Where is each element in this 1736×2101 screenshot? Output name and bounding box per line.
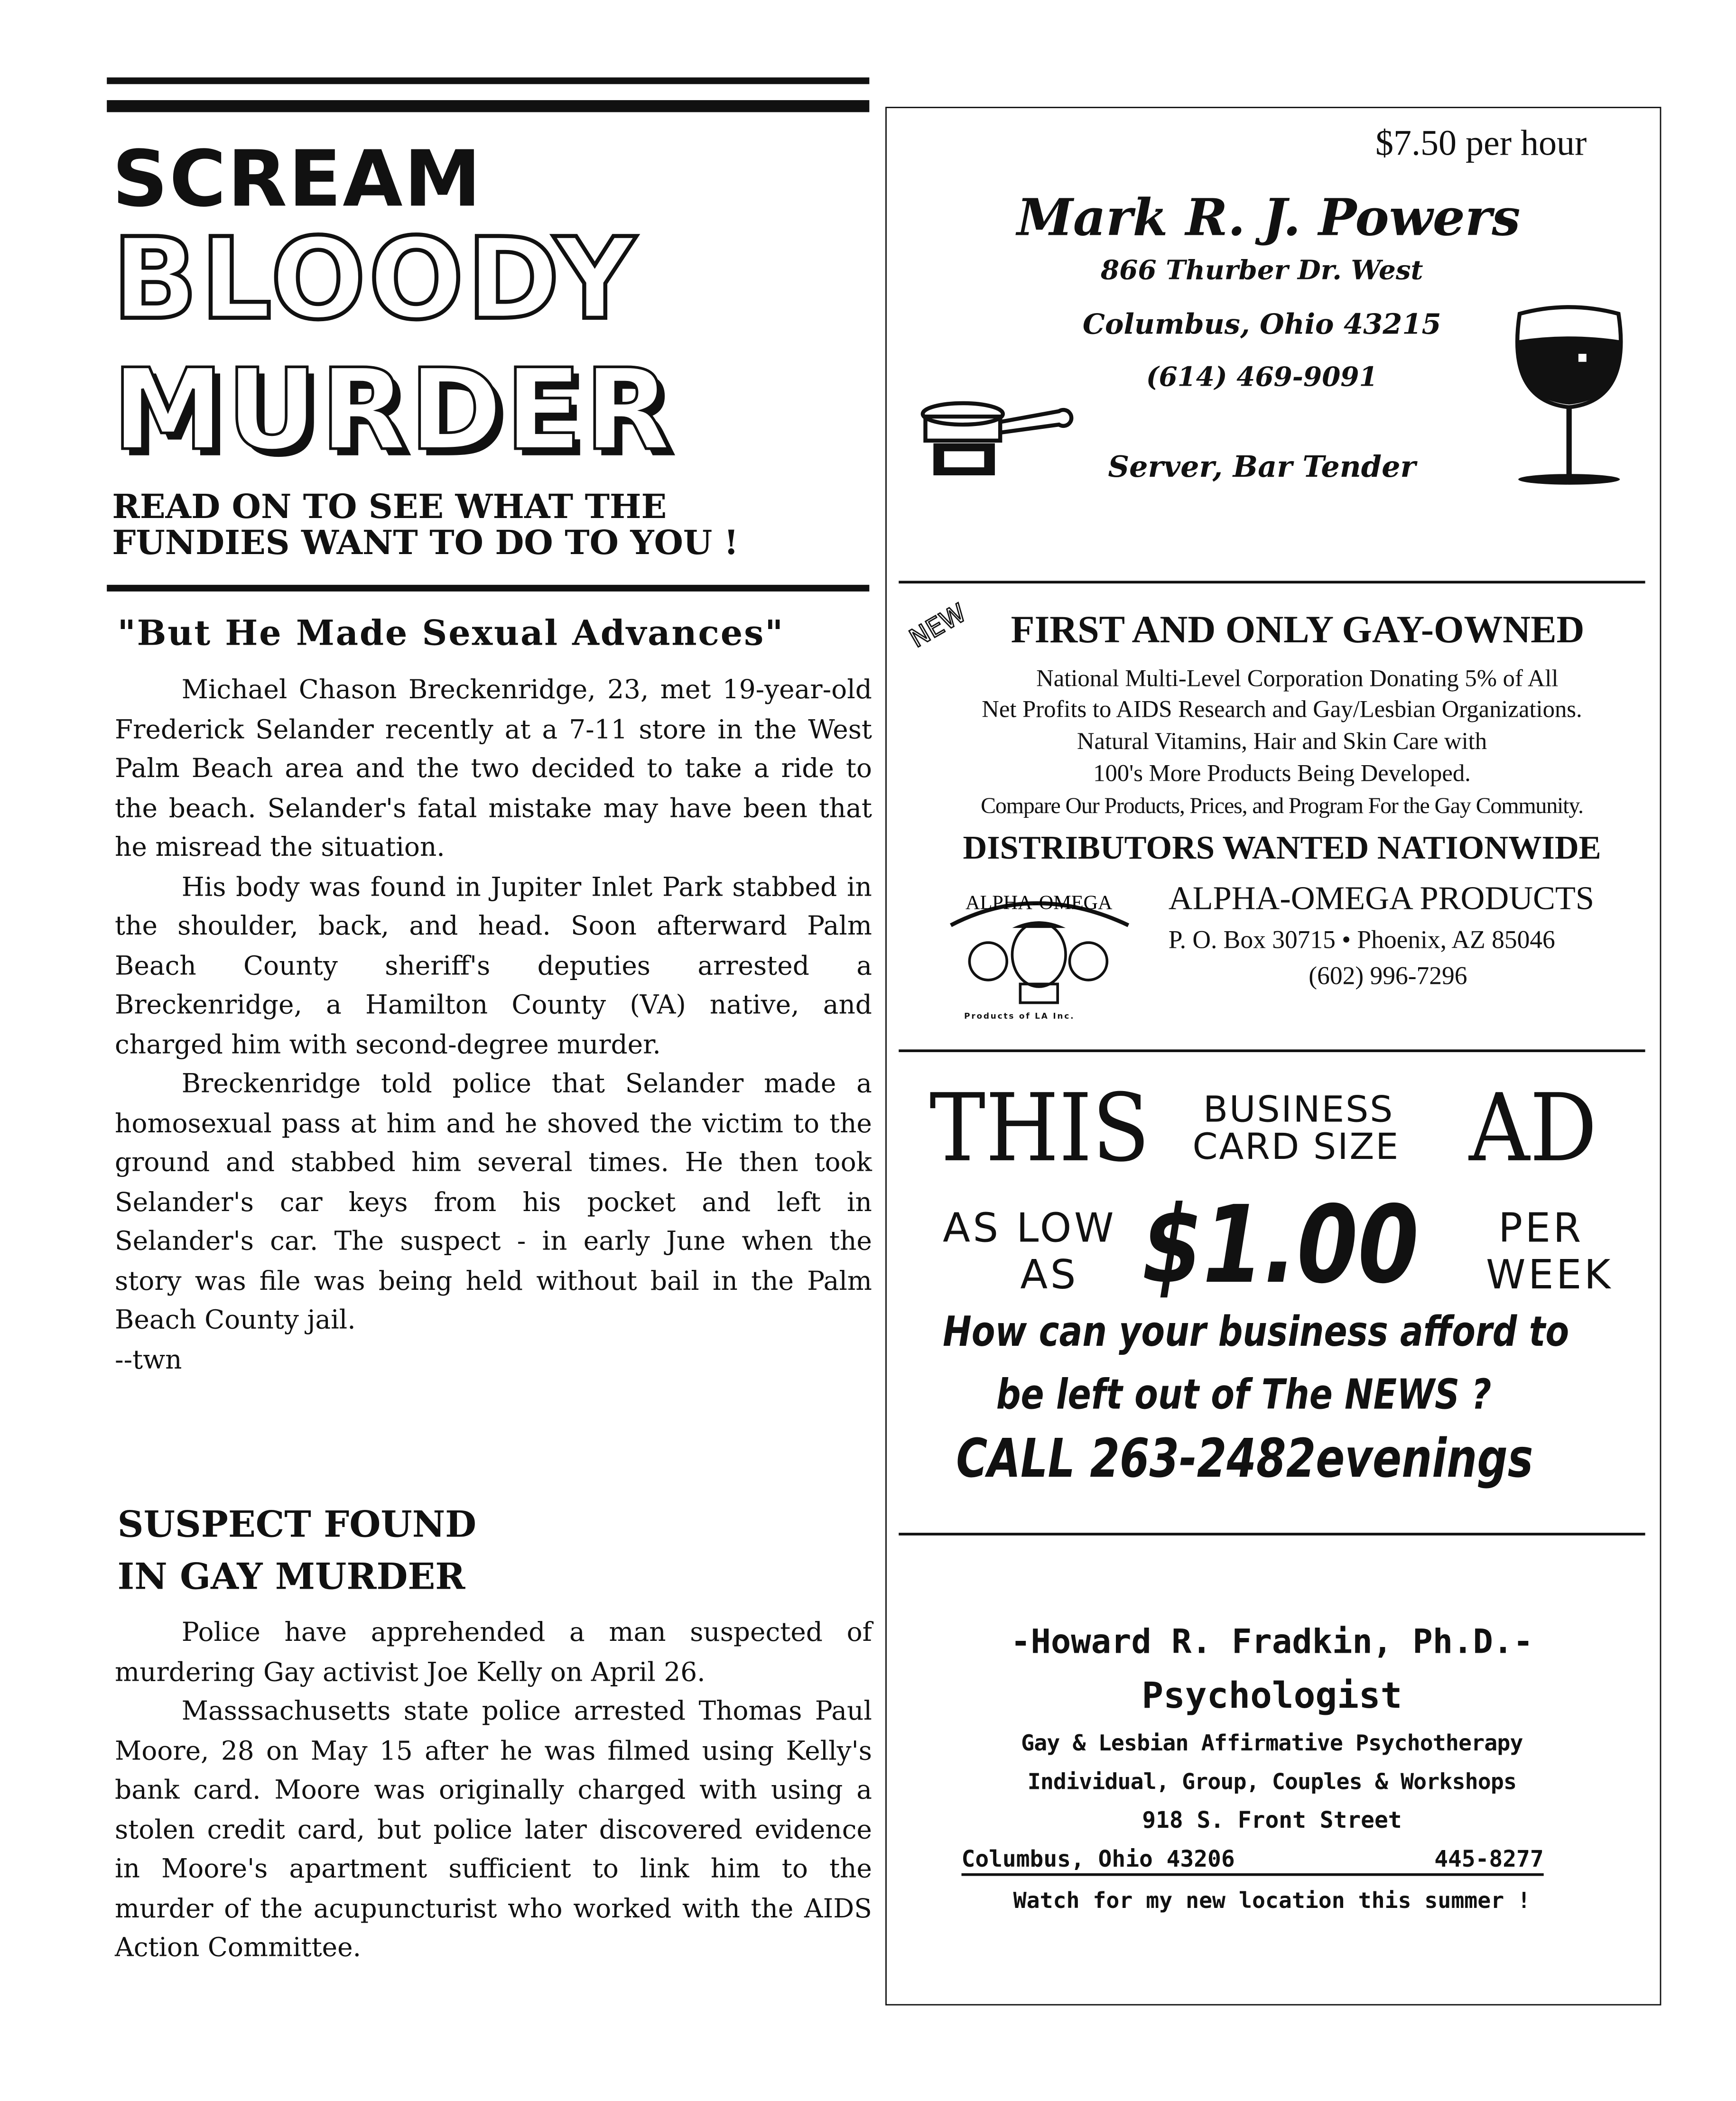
self-ad-size	[1192, 1089, 1400, 1168]
self-ad-card-size: CARD SIZE	[1192, 1127, 1400, 1168]
article2-title	[118, 1499, 476, 1604]
alpha-distributors: DISTRIBUTORS WANTED NATIONWIDE	[963, 830, 1601, 867]
fradkin-city: Columbus, Ohio 43206	[961, 1846, 1235, 1873]
wine-glass-icon	[1509, 300, 1629, 487]
chafing-dish-icon	[912, 387, 1079, 483]
wage-rate: $7.50 per hour	[1375, 122, 1587, 163]
paragraph: Michael Chason Breckenridge, 23, met 19-year-old Frederick Selander recently at a 7-11 store in the West Palm Beach area and the two decided to take a ride to the beach. Selander's fatal mistake may have been that he misread the situation.	[115, 674, 872, 863]
kicker-line: READ ON TO SEE WHAT THE	[112, 487, 667, 526]
alpha-phone: (602) 996-7296	[1309, 963, 1467, 991]
top-rule	[107, 77, 869, 84]
self-ad-as-low	[943, 1206, 1116, 1299]
headline-bloody: BLOODY	[112, 213, 638, 345]
ad-divider	[899, 1049, 1645, 1051]
logo-subtext: Products of LA Inc.	[964, 1012, 1075, 1022]
fradkin-note: Watch for my new location this summer !	[1013, 1888, 1531, 1914]
new-badge: NEW	[904, 598, 972, 654]
fradkin-name: -Howard R. Fradkin, Ph.D.-	[1011, 1622, 1533, 1661]
self-ad-call: CALL 263-2482evenings	[956, 1428, 1533, 1490]
headline-scream: SCREAM	[112, 133, 483, 224]
self-ad-per-week	[1469, 1206, 1613, 1299]
fradkin-line: Gay & Lesbian Affirmative Psychotherapy	[1021, 1730, 1523, 1756]
alpha-omega-logo	[935, 875, 1148, 1022]
logo-text: ALPHA-OMEGA	[965, 891, 1113, 914]
powers-city: Columbus, Ohio 43215	[1082, 307, 1441, 341]
self-ad-business: BUSINESS	[1203, 1089, 1394, 1131]
alpha-line: 100's More Products Being Developed.	[1093, 759, 1471, 787]
alpha-line: National Multi-Level Corporation Donating 5% of All	[1036, 665, 1559, 692]
title-line: SUSPECT FOUND	[117, 1505, 477, 1546]
headline-kicker	[112, 489, 738, 561]
self-ad-price: $1.00	[1142, 1183, 1419, 1307]
paragraph: His body was found in Jupiter Inlet Park stabbed in the shoulder, back, and head. Soon afterward Palm Beach County sheriff's deputies arrested a Breckenridge, a Hamilton County (VA) native, and charged him with second-degree murder.	[115, 871, 872, 1060]
text: WEEK	[1485, 1252, 1614, 1299]
alpha-title: FIRST AND ONLY GAY-OWNED	[1011, 609, 1585, 652]
alpha-address: P. O. Box 30715 • Phoenix, AZ 85046	[1168, 926, 1555, 955]
paragraph: Police have apprehended a man suspected of murdering Gay activist Joe Kelly on April 26.	[115, 1617, 872, 1687]
headline-murder: MURDER	[112, 344, 674, 475]
paragraph: Masssachusetts state police arrested Thomas Paul Moore, 28 on May 15 after he was filmed using Kelly's bank card. Moore was originally charged with using a stolen credit card, but police later discovered evidence in Moore's apartment sufficient to link him to the murder of the acupuncturist who worked with the AIDS Action Committee.	[115, 1695, 872, 1963]
powers-phone: (614) 469-9091	[1146, 360, 1378, 393]
top-rule-thick	[107, 100, 869, 112]
fradkin-phone: 445-8277	[1434, 1846, 1544, 1873]
alpha-line: Net Profits to AIDS Research and Gay/Lesbian Organizations.	[982, 695, 1582, 722]
section-rule	[107, 585, 869, 592]
self-ad-line2: be left out of The NEWS ?	[996, 1371, 1492, 1419]
fradkin-street: 918 S. Front Street	[1142, 1807, 1402, 1835]
article1-title: "But He Made Sexual Advances"	[117, 614, 785, 655]
text: PER	[1498, 1205, 1584, 1253]
powers-street: 866 Thurber Dr. West	[1100, 253, 1423, 286]
article2-body	[115, 1613, 872, 1967]
title-line: IN GAY MURDER	[117, 1556, 465, 1599]
byline: --twn	[115, 1343, 182, 1375]
powers-name: Mark R. J. Powers	[1017, 187, 1521, 247]
alpha-line: Compare Our Products, Prices, and Program For the Gay Community.	[981, 793, 1583, 819]
kicker-line: FUNDIES WANT TO DO TO YOU !	[112, 523, 739, 562]
ad-divider	[899, 581, 1645, 583]
ad-divider	[899, 1533, 1645, 1535]
fradkin-contact	[962, 1847, 1544, 1876]
fradkin-line: Individual, Group, Couples & Workshops	[1027, 1769, 1517, 1795]
text: AS	[1020, 1252, 1079, 1299]
article1-body	[115, 670, 872, 1379]
alpha-line: Natural Vitamins, Hair and Skin Care with	[1077, 727, 1487, 755]
self-ad-line1: How can your business afford to	[943, 1308, 1569, 1357]
self-ad-ad: AD	[1469, 1073, 1597, 1183]
alpha-company: ALPHA-OMEGA PRODUCTS	[1168, 881, 1595, 917]
powers-roles: Server, Bar Tender	[1108, 450, 1416, 485]
fradkin-title: Psychologist	[1142, 1675, 1402, 1717]
text: AS LOW	[943, 1205, 1117, 1253]
paragraph: Breckenridge told police that Selander made a homosexual pass at him and he shoved the victim to the ground and stabbed him several times. He then took Selander's car keys from his pocket and left in Selander's car. The suspect - in early June when the story was file was being held without bail in the Palm Beach County jail.	[115, 1068, 872, 1335]
self-ad-this: THIS	[929, 1073, 1150, 1183]
